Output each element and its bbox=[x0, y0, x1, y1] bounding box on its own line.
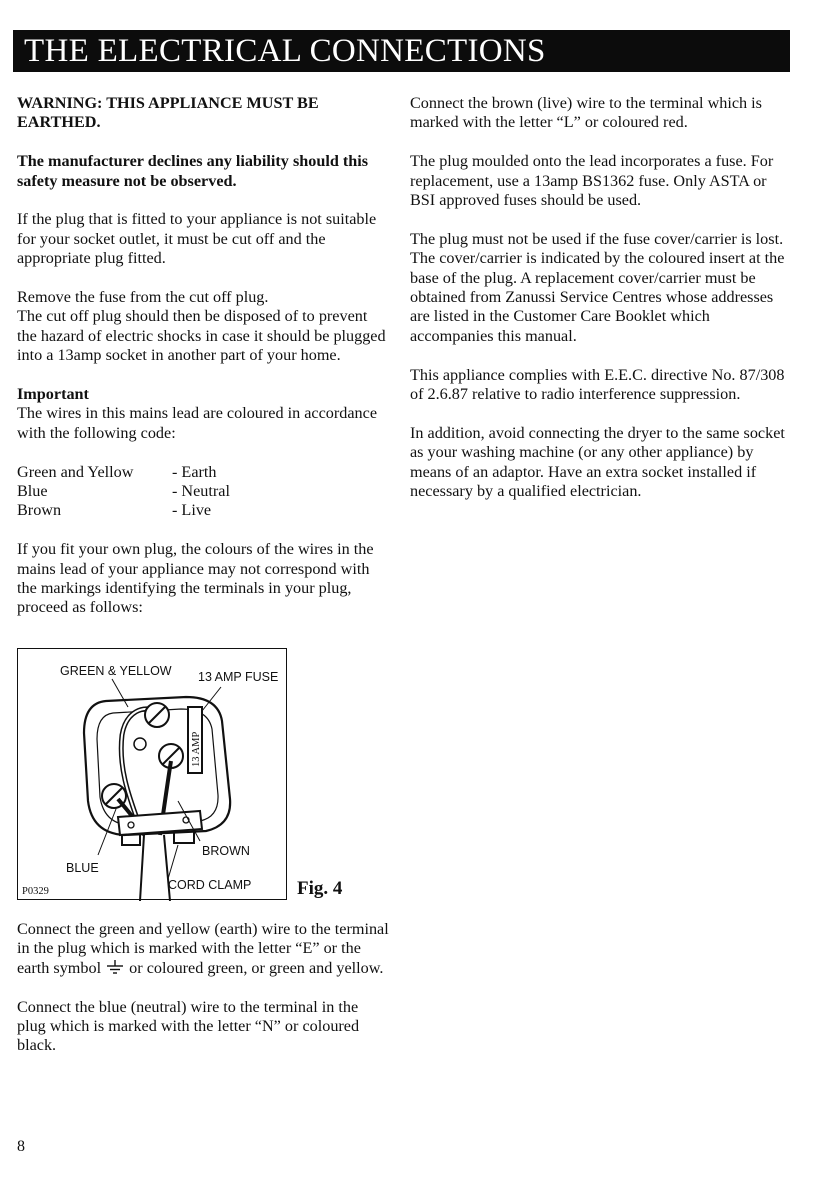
label-brown: BROWN bbox=[202, 844, 250, 858]
earth-text-before: Connect the green and yellow (earth) wire to the terminal in the plug which is marked with the letter “E” or the earth symbol bbox=[17, 920, 389, 977]
label-fuse: 13 AMP FUSE bbox=[198, 670, 279, 684]
dispose-text: The cut off plug should then be disposed of to prevent the hazard of electric shocks in case it should be plugged into a 13amp socket in another part of your home. bbox=[17, 307, 386, 365]
colour-name: Green and Yellow bbox=[17, 462, 134, 481]
earth-paragraph bbox=[17, 920, 389, 978]
own-plug-text: If you fit your own plug, the colours of the wires in the mains lead of your appliance may not correspond with the markings identifying the terminals in your plug, proceed as follows: bbox=[17, 540, 374, 617]
colour-code-table bbox=[17, 463, 389, 521]
label-green-yellow: GREEN & YELLOW bbox=[60, 664, 172, 678]
fixing-screw bbox=[134, 738, 146, 750]
earth-text-after: or coloured green, or green and yellow. bbox=[129, 958, 384, 977]
eec-text: This appliance complies with E.E.C. directive No. 87/308 of 2.6.87 relative to radio interference suppression. bbox=[410, 365, 785, 404]
remove-fuse-paragraph bbox=[17, 288, 389, 366]
label-blue: BLUE bbox=[66, 861, 99, 875]
important-paragraph bbox=[17, 385, 389, 443]
wires-intro-text: The wires in this mains lead are coloured in accordance with the following code: bbox=[17, 404, 378, 442]
plug-not-suitable-text: If the plug that is fitted to your appliance is not suitable for your socket outlet, it must be cut off and the appropriate plug fitted. bbox=[17, 210, 377, 268]
lower-left-text bbox=[17, 920, 389, 1075]
warning-text: WARNING: THIS APPLIANCE MUST BE EARTHED. bbox=[17, 94, 319, 132]
figure-caption: Fig. 4 bbox=[297, 878, 343, 899]
mains-cable bbox=[140, 835, 170, 901]
right-column bbox=[410, 94, 790, 521]
plug-diagram bbox=[18, 649, 288, 901]
liability-text: The manufacturer declines any liability should this safety measure not be observed. bbox=[17, 152, 369, 190]
colour-name: Blue bbox=[17, 482, 48, 501]
colour-meaning: - Neutral bbox=[172, 482, 230, 501]
colour-meaning: - Earth bbox=[172, 462, 217, 481]
page-number: 8 bbox=[17, 1138, 25, 1155]
left-column bbox=[17, 94, 389, 637]
remove-fuse-text: Remove the fuse from the cut off plug. bbox=[17, 288, 269, 307]
figure-code: P0329 bbox=[22, 886, 49, 897]
plug-wiring-figure bbox=[17, 648, 287, 900]
live-text: Connect the brown (live) wire to the terminal which is marked with the letter “L” or coloured red. bbox=[410, 94, 762, 132]
neutral-text: Connect the blue (neutral) wire to the terminal in the plug which is marked with the letter “N” or coloured black. bbox=[17, 997, 360, 1055]
page-title: THE ELECTRICAL CONNECTIONS bbox=[13, 30, 790, 72]
important-heading: Important bbox=[17, 385, 89, 404]
earth-symbol-icon bbox=[105, 959, 125, 975]
adaptor-text: In addition, avoid connecting the dryer to the same socket as your washing machine (or any other appliance) by means of an adaptor. Have an extra socket installed if necessary by a qualified electrician. bbox=[410, 423, 785, 501]
fuse-text: The plug moulded onto the lead incorporates a fuse. For replacement, use a 13amp BS1362 fuse. Only ASTA or BSI approved fuses should be used. bbox=[410, 152, 774, 210]
colour-name: Brown bbox=[17, 501, 62, 520]
fuse-marking: 13 AMP bbox=[191, 731, 202, 767]
colour-meaning: - Live bbox=[172, 501, 212, 520]
label-cord-clamp: CORD CLAMP bbox=[168, 878, 252, 892]
cover-text: The plug must not be used if the fuse cover/carrier is lost. The cover/carrier is indicated by the coloured insert at the base of the plug. A replacement cover/carrier must be obtained from Zanussi Service Centres whose addresses are listed in the Customer Care Booklet which accompanies this manual. bbox=[410, 229, 785, 345]
